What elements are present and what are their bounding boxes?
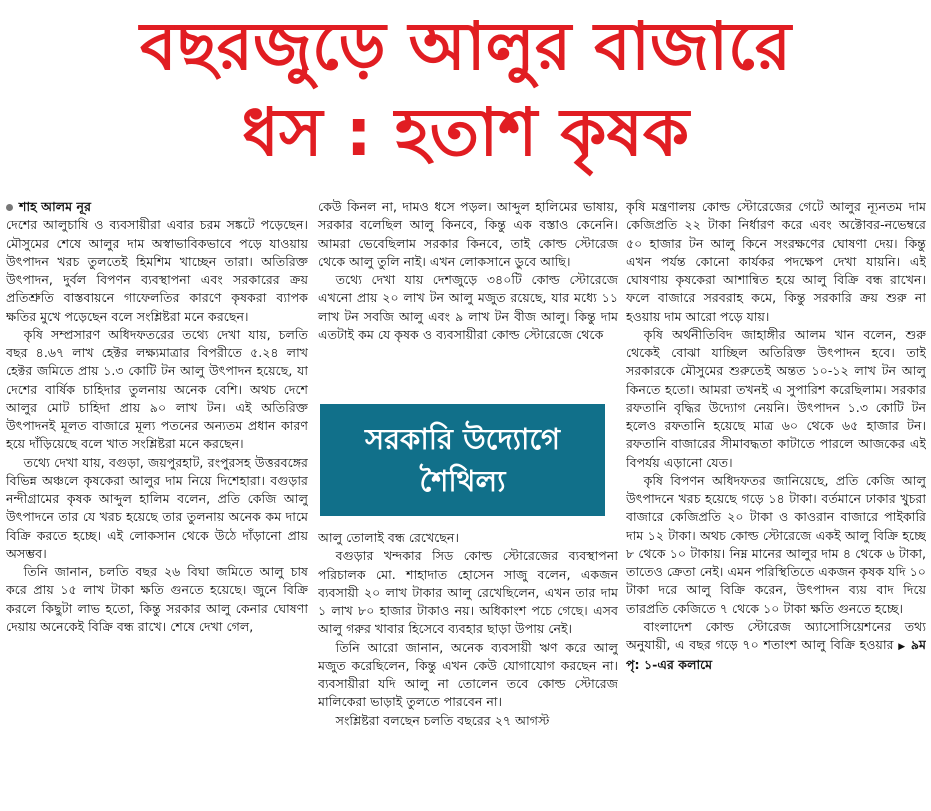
- subheading-line-2: শৈথিল্য: [419, 464, 506, 498]
- triangle-right-icon: ▶: [898, 642, 906, 652]
- subheading-box: [320, 404, 605, 516]
- subheading-line-1: সরকারি উদ্যোগে: [364, 422, 561, 456]
- column-3: [626, 198, 926, 808]
- paragraph: তথ্যে দেখা যায় দেশজুড়ে ৩৪০টি কোল্ড স্টোরেজে এখনো প্রায় ২০ লাখ টন আলু মজুত রয়েছে, যার মধ্যে ১১ লাখ টন সবজি আলু এবং ৯ লাখ টন বীজ আলু। কিন্তু দাম এতটাই কম যে কৃষক ও ব্যবসায়ীরা কোল্ড স্টোরেজে থেকে: [318, 272, 618, 342]
- column-1: [6, 198, 308, 808]
- paragraph: কৃষি বিপণন অধিদফতর জানিয়েছে, প্রতি কেজি আলু উৎপাদনে খরচ হয়েছে গড়ে ১৪ টাকা। বর্তমানে ঢাকার খুচরা বাজারে কেজিপ্রতি ২০ টাকা ও কাওরান বাজারে পাইকারি দাম ১২ টাকা। অথচ কোল্ড স্টোরেজে একই আলু বিক্রি হচ্ছে ৮ থেকে ১০ টাকায়। নিম্ন মানের আলুর দাম ৪ থেকে ৬ টাকা, তাতেও ক্রেতা নেই। এমন পরিস্থিতিতে একজন কৃষক যদি ১০ টাকা দরে আলু বিক্রি করেন, উৎপাদন ব্যয় বাদ দিয়ে তারপ্রতি কেজিতে ৭ থেকে ১০ টাকা ক্ষতি গুনতে হচ্ছে।: [626, 472, 926, 616]
- paragraph-with-jump: [626, 618, 926, 675]
- bullet-icon: [6, 204, 13, 211]
- column-2-upper: [318, 198, 618, 344]
- column-2-lower: [318, 529, 618, 809]
- paragraph: কৃষি অর্থনীতিবিদ জাহাঙ্গীর আলম খান বলেন, শুরু থেকেই বোঝা যাচ্ছিল অতিরিক্ত উৎপাদন হবে। তাই সরকারকে মৌসুমের শুরুতেই অন্তত ১০-১২ লাখ টন আলু কিনতে হতো। আমরা তখনই এ সুপারিশ করেছিলাম। সরকার রফতানি বৃদ্ধির উদ্যোগ নেয়নি। উৎপাদন ১.৩ কোটি টন হলেও রফতানি হয়েছে মাত্র ৬০ থেকে ৬৫ হাজার টন। রফতানি বাজারের সীমাবদ্ধতা কাটাতে পারলে আজকের এই বিপর্যয় এড়ানো যেত।: [626, 326, 926, 470]
- paragraph: আলু তোলাই বন্ধ রেখেছেন।: [318, 530, 459, 545]
- paragraph: কেউ কিনল না, দামও ধসে পড়ল। আব্দুল হালিমের ভাষায়, সরকার বলেছিল আলু কিনবে, কিন্তু এক বস্তাও কেনেনি। আমরা ভেবেছিলাম সরকার কিনবে, তাই কোল্ড স্টোরেজ থেকে আলু তুলি নাই। এখন লোকসানে ডুবে আছি।: [318, 199, 618, 269]
- headline-line-2: ধস : হতাশ কৃষক: [241, 94, 690, 171]
- paragraph: তিনি আরো জানান, অনেক ব্যবসায়ী ঋণ করে আলু মজুত করেছিলেন, কিন্তু এখন কেউ যোগাযোগ করছেন না। ব্যবসায়ীরা যদি আলু না তোলেন তবে কোল্ড স্টোরেজ মালিকেরা ভাড়াই তুলতে পারবেন না।: [318, 639, 618, 710]
- paragraph: কৃষি সম্প্রসারণ অধিদফতরের তথ্যে দেখা যায়, চলতি বছর ৪.৬৭ লাখ হেক্টর লক্ষ্যমাত্রার বিপরীতে ৫.২৪ লাখ হেক্টর জমিতে প্রায় ১.৩ কোটি টন আলু উৎপাদন হয়েছে, যা দেশের বার্ষিক চাহিদার তুলনায় অনেক বেশি। অথচ দেশে আলুর মোট চাহিদা প্রায় ৯০ লাখ টন। এই অতিরিক্ত উৎপাদনই মূলত বাজারে মূল্য পতনের অন্যতম প্রধান কারণ হয়ে দাঁড়িয়েছে বলে খাত সংশ্লিষ্টরা মনে করছেন।: [6, 326, 308, 452]
- paragraph: দেশের আলুচাষি ও ব্যবসায়ীরা এবার চরম সঙ্কটে পড়েছেন। মৌসুমের শেষে আলুর দাম অস্বাভাবিকভাবে পড়ে যাওয়ায় উৎপাদন খরচ তুলতেই হিমশিম খাচ্ছেন তারা। অতিরিক্ত উৎপাদন, দুর্বল বিপণন ব্যবস্থাপনা এবং সরকারের ক্রয় প্রতিশ্রুতি বাস্তবায়নে গাফেলতির কারণে কৃষকরা ব্যাপক ক্ষতির মুখে পড়েছেন বলে সংশ্লিষ্টরা মনে করছেন।: [6, 217, 308, 324]
- paragraph: কৃষি মন্ত্রণালয় কোল্ড স্টোরেজের গেটে আলুর ন্যূনতম দাম কেজিপ্রতি ২২ টাকা নির্ধারণ করে এবং অক্টোবর-নভেম্বরে ৫০ হাজার টন আলু কিনে সংরক্ষণের ঘোষণা দেয়। কিন্তু এখন পর্যন্ত কোনো কার্যকর পদক্ষেপ দেখা যায়নি। এই ঘোষণায় কৃষকেরা আশান্বিত হয়ে আলু বিক্রি বন্ধ রাখেন। ফলে বাজারে সরবরাহ কমে, কিন্তু সরকারি ক্রয় শুরু না হওয়ায় দাম আরো পড়ে যায়।: [626, 199, 926, 324]
- paragraph: সংশ্লিষ্টরা বলছেন চলতি বছরের ২৭ আগস্ট: [335, 712, 550, 728]
- paragraph: তিনি জানান, চলতি বছর ২৬ বিঘা জমিতে আলু চাষ করে প্রায় ১৫ লাখ টাকা ক্ষতি গুনতে হয়েছে। জুনে বিক্রি করলে কিছুটা লাভ হতো, কিন্তু সরকার আলু কেনার ঘোষণা দেয়ায় অনেকেই বিক্রি বন্ধ রাখে। শেষে দেখা গেল,: [6, 564, 308, 634]
- paragraph: বগুড়ার খন্দকার সিড কোল্ড স্টোরেজের ব্যবস্থাপনা পরিচালক মো. শাহাদাত হোসেন সাজু বলেন, একজন ব্যবসায়ী ২০ লাখ টাকার আলু রেখেছিলেন, এখন তার দাম ১ লাখ ৮০ হাজার টাকাও নয়। অধিকাংশ পচে গেছে। এসব আলু গরুর খাবার হিসেবে ব্যবহার ছাড়া উপায় নেই।: [318, 548, 618, 637]
- jump-label: ৯ম পৃ: ১-এর কলামে: [626, 637, 926, 673]
- headline-line-1: বছরজুড়ে আলুর বাজারে: [139, 8, 792, 85]
- headline: [0, 4, 931, 176]
- byline-author: শাহ আলম নূর: [19, 199, 91, 214]
- paragraph: তথ্যে দেখা যায়, বগুড়া, জয়পুরহাট, রংপুরসহ উত্তরবঙ্গের বিভিন্ন অঞ্চলে কৃষকেরা আলুর দাম নিয়ে দিশেহারা। বগুড়ার নন্দীগ্রামের কৃষক আব্দুল হালিম বলেন, প্রতি কেজি আলু উৎপাদনে তার যে খরচ হয়েছে তার তুলনায় অনেক কম দামে বিক্রি করতে হচ্ছে। এই লোকসান থেকে উঠে দাঁড়ানো প্রায় অসম্ভব।: [6, 454, 308, 561]
- paragraph-text: বাংলাদেশ কোল্ড স্টোরেজ অ্যাসোসিয়েশনের তথ্য অনুযায়ী, এ বছর গড়ে ৭০ শতাংশ আলু বিক্রি হওয়ার: [626, 618, 926, 652]
- byline: [6, 198, 308, 216]
